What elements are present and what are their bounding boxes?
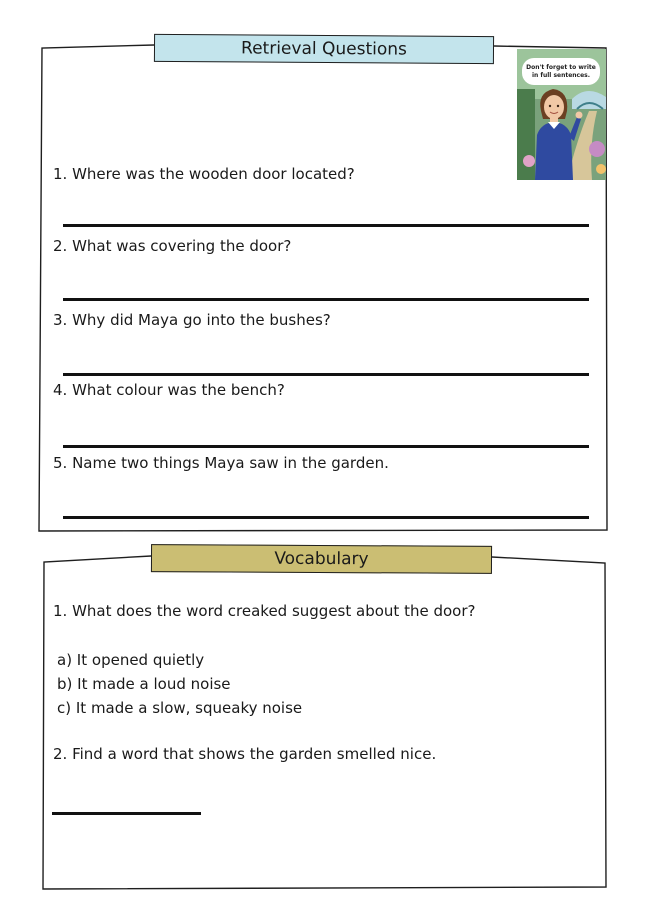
speech-bubble	[522, 58, 600, 85]
answer-line-3[interactable]	[63, 373, 589, 376]
answer-line-4[interactable]	[63, 445, 589, 448]
vocabulary-option-a[interactable]: a) It opened quietly	[57, 651, 205, 669]
retrieval-question-1: 1. Where was the wooden door located?	[53, 165, 355, 183]
vocabulary-answer-line[interactable]	[52, 812, 201, 815]
answer-line-2[interactable]	[63, 298, 589, 301]
vocabulary-question-2: 2. Find a word that shows the garden smelled nice.	[53, 745, 437, 763]
answer-line-5[interactable]	[63, 516, 589, 519]
retrieval-questions-header	[154, 34, 494, 64]
retrieval-question-4: 4. What colour was the bench?	[53, 381, 285, 399]
vocabulary-title: Vocabulary	[274, 548, 369, 570]
vocabulary-header	[151, 544, 492, 574]
vocabulary-option-c[interactable]: c) It made a slow, squeaky noise	[57, 699, 303, 717]
retrieval-questions-title: Retrieval Questions	[241, 38, 407, 60]
answer-line-1[interactable]	[63, 224, 589, 227]
vocabulary-question-1: 1. What does the word creaked suggest about the door?	[53, 602, 476, 620]
retrieval-question-2: 2. What was covering the door?	[53, 237, 292, 255]
retrieval-question-5: 5. Name two things Maya saw in the garden.	[53, 454, 389, 472]
retrieval-question-3: 3. Why did Maya go into the bushes?	[53, 311, 331, 329]
vocabulary-option-b[interactable]: b) It made a loud noise	[57, 675, 231, 693]
speech-bubble-text: Don't forget to write in full sentences.	[526, 64, 596, 79]
